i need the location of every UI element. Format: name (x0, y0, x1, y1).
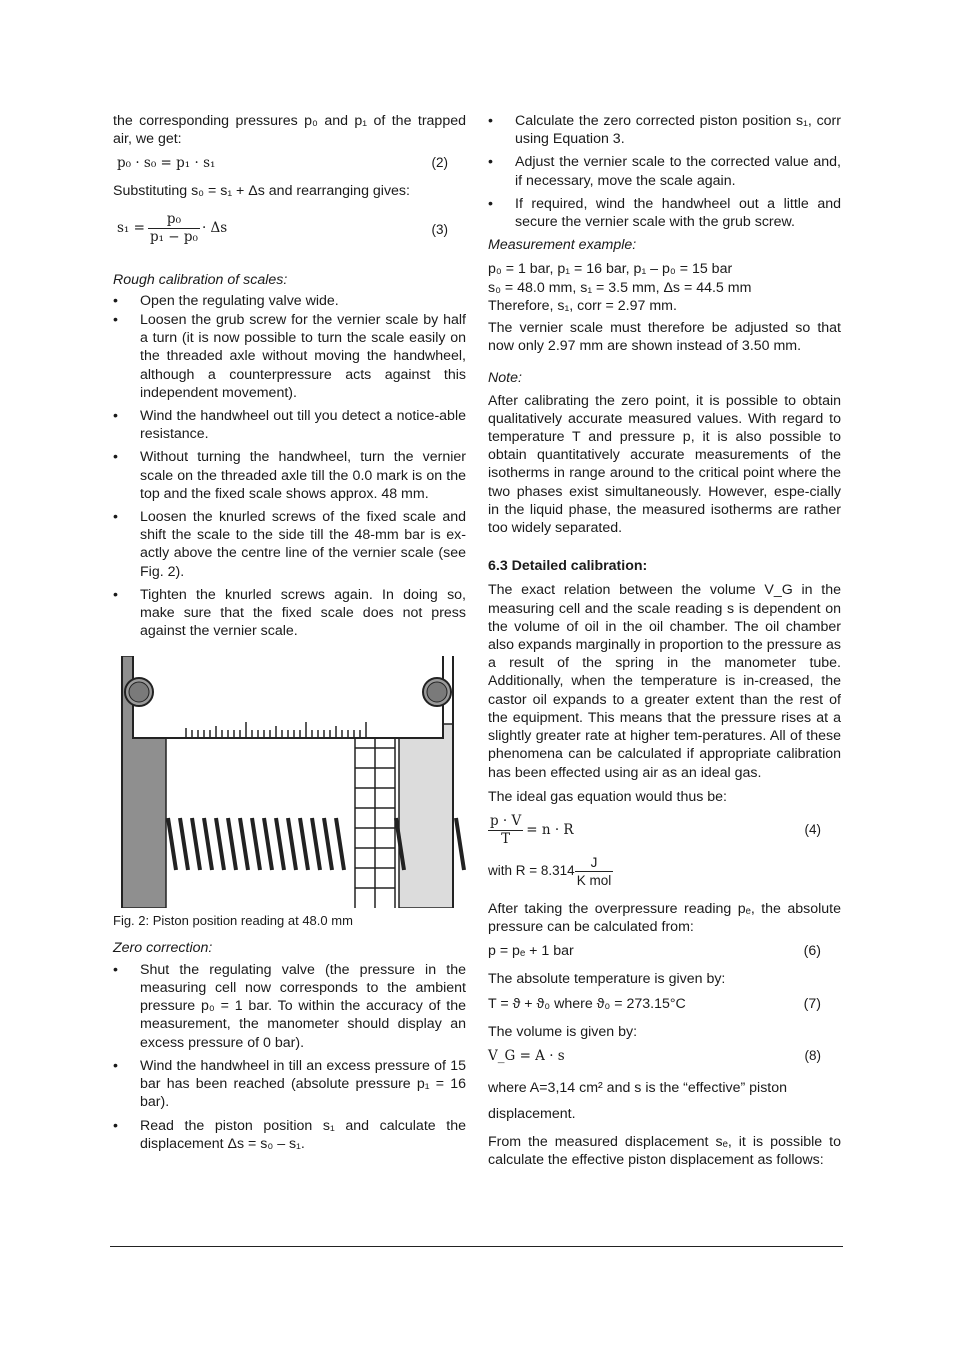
example-line-3: Therefore, s₁, corr = 2.97 mm. (488, 297, 677, 314)
area-definition-text: where A=3,14 cm² and s is the “effective” piston displacement. (488, 1079, 788, 1122)
section-heading: 6.3 Detailed calibration: (488, 558, 648, 575)
left-column (113, 112, 466, 1158)
gas-constant (488, 854, 841, 894)
ideal-gas-intro: The ideal gas equation would thus be: (488, 788, 727, 805)
gas-constant-unit-bottom: K mol (576, 872, 612, 888)
equation-4-fraction (488, 813, 523, 848)
equation-6-number: (6) (803, 943, 821, 960)
list-item: • Read the piston position s₁ and calculate the displacement Δs = s₀ – s₁. (113, 1117, 466, 1153)
list-item: • Loosen the knurled screws of the fixed scale and shift the scale to the side till the 48-mm bar is ex-actly above the centre line of the vernier scale (see Fig. 2). (113, 508, 466, 581)
list-item: • Tighten the knurled screws again. In doing so, make sure that the fixed scale does not press against the vernier scale. (113, 586, 466, 641)
calibration-steps-list (488, 112, 841, 231)
zero-correction-list (113, 961, 466, 1153)
equation-4-numerator: p · V (490, 812, 522, 829)
list-item: • If required, wind the handwheel out a little and secure the vernier scale with the grub screw. (488, 195, 841, 231)
substitution-text: Substituting s₀ = s₁ + Δs and rearranging gives: (113, 183, 410, 200)
gas-constant-label: with R = 8.314 (488, 863, 575, 879)
rough-calibration-heading: Rough calibration of scales: (113, 271, 288, 288)
equation-2 (113, 154, 466, 174)
equation-3-rhs: · Δs (201, 220, 228, 236)
example-line-1: p₀ = 1 bar, p₁ = 16 bar, p₁ – p₀ = 15 bar (488, 261, 733, 278)
equation-3-lhs: s₁ = (117, 220, 145, 236)
piston-scale-diagram (113, 656, 466, 908)
equation-6 (488, 942, 841, 962)
absolute-temperature-text: The absolute temperature is given by: (488, 971, 726, 988)
rough-calibration-list (113, 292, 466, 641)
equation-8-number: (8) (804, 1047, 821, 1063)
list-item: • Open the regulating valve wide. (113, 292, 466, 310)
gas-constant-unit (575, 854, 614, 889)
list-item: • Adjust the vernier scale to the corrected value and, if necessary, move the scale again. (488, 153, 841, 189)
equation-3 (113, 211, 466, 253)
measurement-example-heading: Measurement example: (488, 237, 637, 254)
footer-rule (110, 1246, 843, 1247)
list-item: • Wind the handwheel out till you detect a notice-able resistance. (113, 407, 466, 443)
equation-7-number: (7) (803, 995, 821, 1012)
figure-piston-reading (113, 656, 466, 908)
equation-4-rhs: = n · R (526, 822, 574, 839)
list-item: • Wind the handwheel in till an excess pressure of 15 bar has been reached (absolute pressure p₁ = 16 bar). (113, 1057, 466, 1112)
list-item: • Shut the regulating valve (the pressure in the measuring cell now corresponds to the ambient pressure p₀ = 1 bar. To within the accuracy of the measurement, the manometer should display an excess pressure of 0 bar). (113, 961, 466, 1052)
list-item: • Loosen the grub screw for the vernier scale by half a turn (it is now possible to turn the scale easily on the threaded axle without moving the handwheel, although a counterpressure acts against this independent movement). (113, 311, 466, 402)
equation-2-number: (2) (431, 155, 448, 171)
equation-2-expression: p₀ · s₀ = p₁ · s₁ (117, 155, 216, 172)
equation-4 (488, 812, 841, 850)
volume-text: The volume is given by: (488, 1023, 638, 1040)
gas-constant-unit-top: J (575, 854, 614, 872)
note-text: After calibrating the zero point, it is possible to obtain qualitatively accurate measured values. With regard to temperature T and pressure p, it is also possible to obtain quantitatively accurate measurements of the isotherms in range around to the critical point where the two phases exist simultaneously. However, espe-cially in the liquid phase, the measured isotherms are rather too widely separated. (488, 392, 841, 537)
list-item: • Without turning the handwheel, turn the vernier scale on the threaded axle till the 0.0 mark is on the top and the fixed scale shows approx. 48 mm. (113, 448, 466, 503)
equation-3-denominator: p₁ − p₀ (149, 228, 198, 245)
equation-4-number: (4) (804, 821, 821, 837)
equation-4-denominator: T (501, 830, 511, 847)
equation-8 (488, 1047, 841, 1067)
section-text: The exact relation between the volume V_G in the measuring cell and the scale reading s is dependent on the volume of oil in the oil chamber. The oil chamber also expands marginally in proportion to the pressure as a result of the spring in the manometer tube. Additionally, when the temperature is in-creased, the castor oil expands to a greater extent than the rest of the equipment. This means that the pressure rises at a slightly greater rate at higher tem-peratures. All of these phenomena can be calculated if appropriate calibration has been effected using air as an ideal gas. (488, 582, 841, 781)
overpressure-text: After taking the overpressure reading pₑ, the absolute pressure can be calculated from: (488, 900, 841, 936)
equation-3-numerator: p₀ (148, 211, 200, 229)
zero-correction-heading: Zero correction: (113, 939, 213, 956)
equation-7-expression: T = ϑ + ϑ₀ where ϑ₀ = 273.15°C (488, 995, 686, 1012)
intro-text: the corresponding pressures p₀ and p₁ of the trapped air, we get: (113, 113, 466, 148)
equation-6-expression: p = pₑ + 1 bar (488, 943, 574, 960)
equation-8-expression: V_G = A · s (488, 1047, 565, 1064)
right-column (488, 112, 841, 1175)
example-line-2: s₀ = 48.0 mm, s₁ = 3.5 mm, Δs = 44.5 mm (488, 279, 752, 296)
equation-3-fraction (148, 211, 200, 246)
figure-caption: Fig. 2: Piston position reading at 48.0 mm (113, 913, 353, 929)
list-item: • Calculate the zero corrected piston position s₁, corr using Equation 3. (488, 112, 841, 148)
final-text: From the measured displacement sₑ, it is possible to calculate the effective piston displacement as follows: (488, 1133, 841, 1168)
note-heading: Note: (488, 370, 522, 387)
example-conclusion: The vernier scale must therefore be adjusted so that now only 2.97 mm are shown instead of 3.50 mm. (488, 320, 841, 355)
equation-3-number: (3) (431, 221, 448, 237)
equation-7 (488, 995, 841, 1015)
